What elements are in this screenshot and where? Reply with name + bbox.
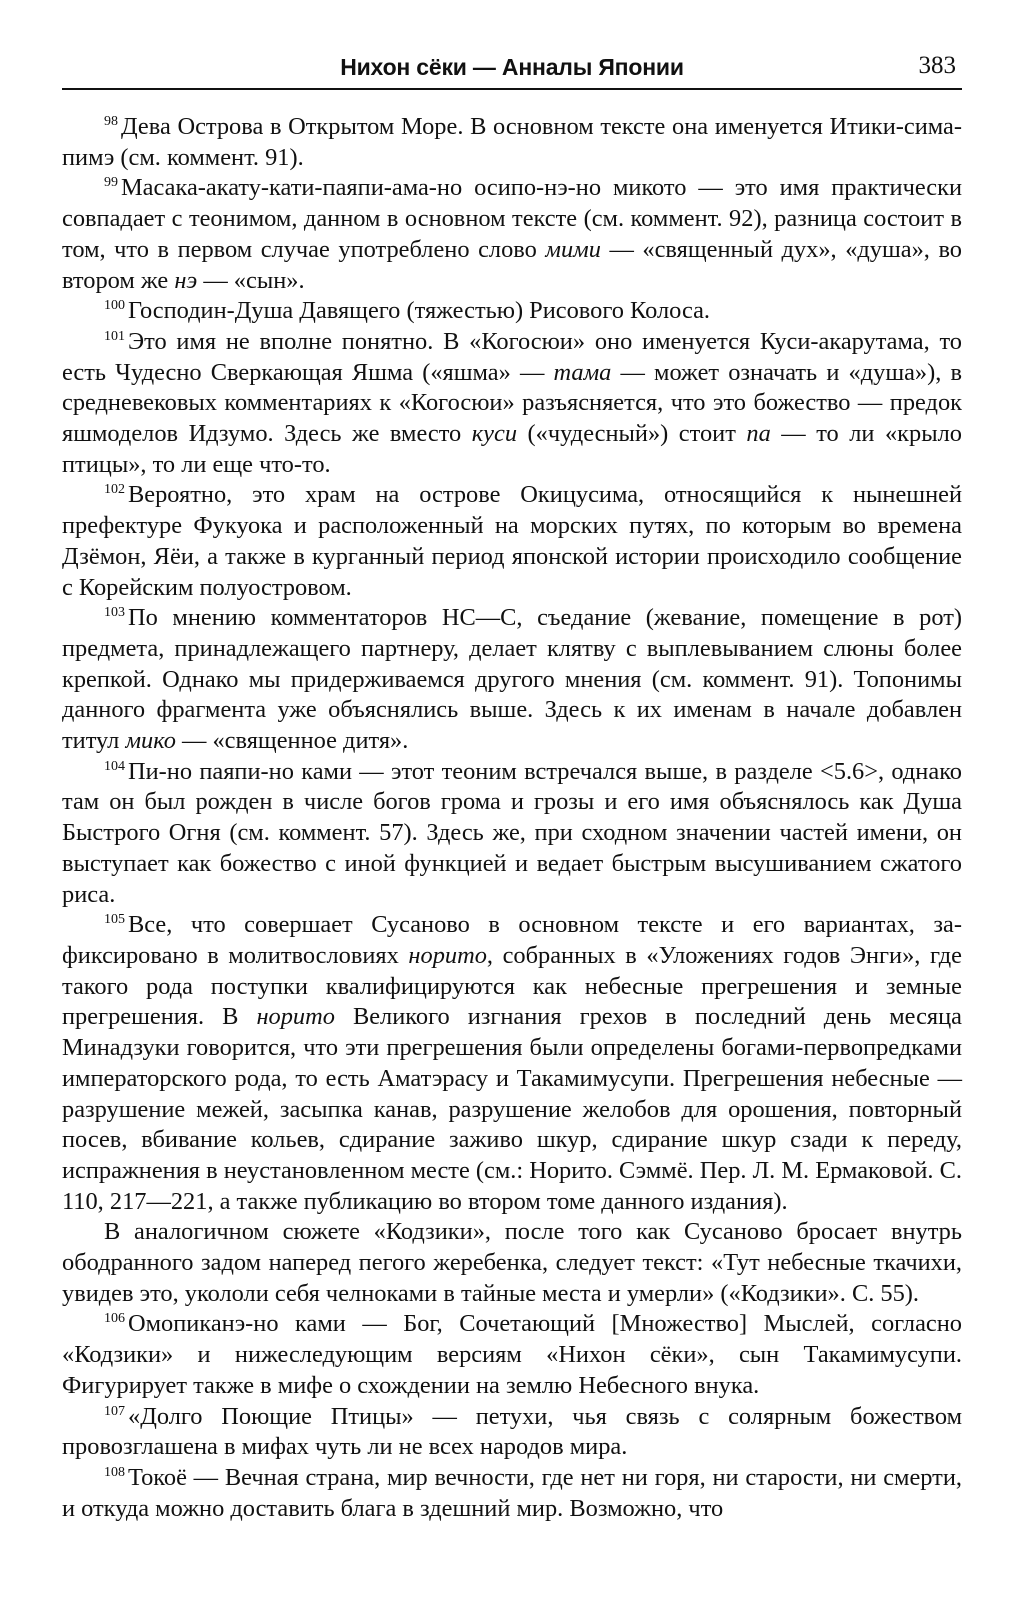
endnote-text: Все, что совершает Сусаново в основном тексте и его вариантах, зафиксировано в молитвословиях xyxy=(62,911,962,969)
running-header xyxy=(62,50,962,90)
running-title: Нихон сёки — Анналы Японии xyxy=(340,54,684,80)
endnote-number: 104 xyxy=(104,758,125,774)
endnote-text: («чудесный») стоит xyxy=(517,420,747,448)
endnote-number: 100 xyxy=(104,298,125,314)
endnote-number: 107 xyxy=(104,1403,125,1419)
endnote-text: — «священное дитя». xyxy=(175,727,409,755)
endnote-number: 99 xyxy=(104,175,118,191)
endnote-text: В аналогичном сюжете «Кодзики», после того как Сусаново бросает внутрь ободранного задом наперед пегого жеребенка, следует текст: «Тут небесные ткачихи, увидев это, укололи себя челноками в тайные места и умерли» («Кодзики». С. 55). xyxy=(62,1218,962,1307)
endnote-text: Великого изгнания грехов в последний день месяца Минадзуки говорится, что эти прегрешения были определены богами-первопредками императорского рода, то есть Аматэрасу и Такамимусупи. Прегрешения небесные — разрушение межей, засыпка канав, разрушение желобов для орошения, повторный посев, вбивание кольев, сдирание заживо шкур, сдирание шкур сзади к переду, испражнения в неустановленном месте (см.: Норито. Сэммё. Пер. Л. М. Ермаковой. С. 110, 217—221, а также публикацию во втором томе данного издания). xyxy=(62,1003,962,1215)
italic-term: мико xyxy=(125,727,176,755)
italic-term: тама xyxy=(553,358,612,386)
endnote-text: — «сын». xyxy=(197,266,305,294)
endnote-102 xyxy=(62,480,962,603)
endnote-number: 98 xyxy=(104,114,118,129)
endnote-105 xyxy=(62,910,962,1217)
endnote-continuation xyxy=(62,1217,962,1309)
endnote-text: Это имя не вполне понятно. В «Когосюи» оно именуется Куси-акарутама, то есть Чудесно Сверкающая Яшма («яшма» — xyxy=(62,327,962,386)
endnote-text: — может означать и «душа»), в средневековых комментариях к «Когосюи» разъясняется, что это божество — предок яшмоделов Идзумо. Здесь же вместо xyxy=(62,358,962,448)
endnote-number: 101 xyxy=(104,328,125,344)
endnote-text: По мнению комментаторов НС—С, съедание (жевание, помещение в рот) предмета, принадлежащего партнеру, делает клятву с выплевыванием слюны более крепкой. Однако мы придерживаемся другого мнения (см. коммент. 91). Топонимы данного фрагмента уже объяснялись выше. Здесь к их именам в начале добавлен титул xyxy=(62,604,962,755)
document-page xyxy=(62,50,962,1524)
endnote-101 xyxy=(62,327,962,481)
endnote-number: 105 xyxy=(104,912,125,928)
italic-term: куси xyxy=(471,420,518,448)
endnote-106 xyxy=(62,1309,962,1401)
endnote-number: 102 xyxy=(104,482,125,498)
endnote-text: — «священный дух», «душа», во втором же xyxy=(62,235,962,294)
endnote-107 xyxy=(62,1402,962,1463)
endnote-104 xyxy=(62,757,962,911)
endnote-103 xyxy=(62,603,962,757)
endnote-99 xyxy=(62,173,962,296)
endnote-text: — то ли «крыло птицы», то ли еще что-то. xyxy=(62,420,962,478)
endnote-number: 106 xyxy=(104,1311,125,1327)
endnote-text: Масака-акату-кати-паяпи-ама-но осипо-нэ-но микото — это имя практически совпадает с теонимом, данном в основном тексте (см. коммент. 92), разница состоит в том, что в первом случае употреблено слово xyxy=(62,174,962,263)
italic-term: мими xyxy=(545,235,601,263)
endnotes-list xyxy=(62,112,962,1524)
page-number: 383 xyxy=(918,52,956,79)
endnote-text: , собранных в «Уложениях годов Энги», где такого рода поступки квалифицируются как небесные прегрешения и земные прегрешения. В xyxy=(62,941,962,1031)
endnote-number: 108 xyxy=(104,1464,125,1480)
endnote-text: Пи-но паяпи-но ками — этот теоним встречался выше, в разделе <5.6>, однако там он был рожден в числе богов грома и грозы и его имя объяснялось как Душа Быстрого Огня (см. коммент. 57). Здесь же, при сходном значении частей имени, он выступает как божество с иной функцией и ведает быстрым высушиванием сжатого риса. xyxy=(62,757,962,908)
endnote-text: Господин-Душа Давящего (тяжестью) Рисового Колоса. xyxy=(128,297,710,325)
italic-term: норито xyxy=(408,941,487,969)
italic-term: нэ xyxy=(174,266,198,294)
italic-term: па xyxy=(746,420,771,448)
endnote-98 xyxy=(62,112,962,173)
endnote-number: 103 xyxy=(104,605,125,621)
endnote-text: Токоё — Вечная страна, мир вечности, где нет ни горя, ни старости, ни смерти, и откуда можно доставить блага в здешний мир. Возможно, что xyxy=(62,1463,962,1522)
endnote-text: Омопиканэ-но ками — Бог, Сочетающий [Множество] Мыслей, согласно «Кодзики» и нижеследующим версиям «Нихон сёки», сын Такамимусупи. Фигурирует также в мифе о схождении на землю Небесного внука. xyxy=(62,1310,962,1399)
endnote-text: Дева Острова в Открытом Море. В основном тексте она именуется Итики-сима-пимэ (см. коммент. 91). xyxy=(62,113,962,171)
endnote-108 xyxy=(62,1463,962,1524)
endnote-text: Вероятно, это храм на острове Окицусима, относящийся к нынешней префектуре Фукуока и расположенный на морских путях, по которым во времена Дзёмон, Яёи, а также в курганный период японской истории происходило сообщение с Корейским полуостровом. xyxy=(62,481,962,601)
endnote-text: «Долго Поющие Птицы» — петухи, чья связь с солярным божеством провозглашена в мифах чуть ли не всех народов мира. xyxy=(62,1402,962,1461)
italic-term: норито xyxy=(256,1003,335,1031)
endnote-100 xyxy=(62,296,962,327)
